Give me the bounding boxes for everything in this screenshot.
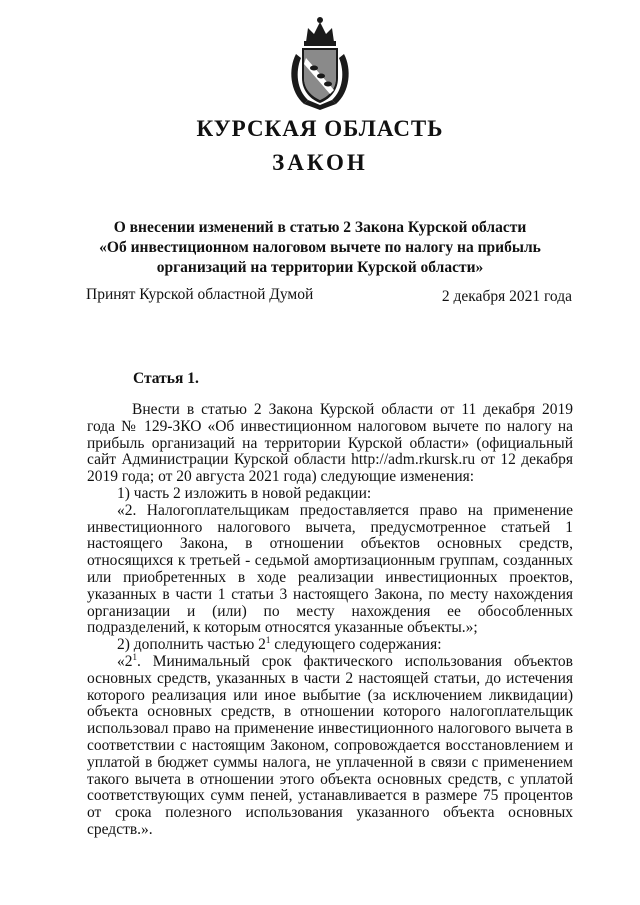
part-2-1-prefix: «2 <box>117 652 133 670</box>
amendment-item-1: 1) часть 2 изложить в новой редакции: <box>117 484 372 502</box>
region-title: КУРСКАЯ ОБЛАСТЬ <box>196 116 444 141</box>
article-body <box>87 402 573 839</box>
subtitle-line-1: О внесении изменений в статью 2 Закона Курской области <box>113 219 527 236</box>
document-type-title: ЗАКОН <box>272 150 368 175</box>
part-2-1-body: . Минимальный срок фактического использования объектов основных средств, указанных в части 2 настоящей статьи, до истечения которого реализация или иное выбытие (за исключением ликвидации) объекта основных средств, в отношении которого налогоплательщик использовал право на применение инвестиционного налогового вычета в соответствии с настоящим Законом, сопровождается восстановлением и уплатой в бюджет суммы налога, не уплаченной в связи с применением такого вычета в отношении этого объекта основных средств, с уплатой соответствующих сумм пеней, устанавливается в размере 75 процентов от срока полезного использования указанного объекта основных средств.». <box>87 652 573 838</box>
adoption-date: 2 декабря 2021 года <box>441 288 572 305</box>
subtitle-line-2: «Об инвестиционном налоговом вычете по налогу на прибыль <box>99 239 541 256</box>
part-2-text: «2. Налогоплательщикам предоставляется право на применение инвестиционного налогового вычета, предусмотренное статьей 1 настоящего Закона, в отношении объектов основных средств, относящихся к третьей - седьмой амортизационным группам, созданных или приобретенных в ходе реализации инвестиционных проектов, указанных в части 1 статьи 3 настоящего Закона, по месту нахождения организации и (или) по месту нахождения ее обособленных подразделений, к которым относятся указанные объекты.»; <box>87 501 573 637</box>
adopted-by: Принят Курской областной Думой <box>86 286 314 303</box>
item-2-suffix: следующего содержания: <box>270 636 442 654</box>
item-2-prefix: 2) дополнить частью 2 <box>117 636 266 654</box>
part-2-1-superscript: 1 <box>132 651 137 662</box>
subtitle-line-3: организаций на территории Курской области» <box>156 259 484 276</box>
item-2-superscript: 1 <box>265 635 271 646</box>
article-intro: Внести в статью 2 Закона Курской области от 11 декабря 2019 года № 129-ЗКО «Об инвестиционном налоговом вычете по налогу на прибыль организаций на территории Курской области» (официальный сайт Администрации Курской области http://adm.rkursk.ru от 12 декабря 2019 года; от 20 августа 2021 года) следующие изменения: <box>87 401 573 486</box>
kursk-coat-of-arms-icon <box>284 14 356 112</box>
part-2-1-text <box>87 651 573 839</box>
article-heading: Статья 1. <box>133 370 199 387</box>
amendment-item-2 <box>87 637 573 654</box>
law-subtitle <box>60 218 580 278</box>
